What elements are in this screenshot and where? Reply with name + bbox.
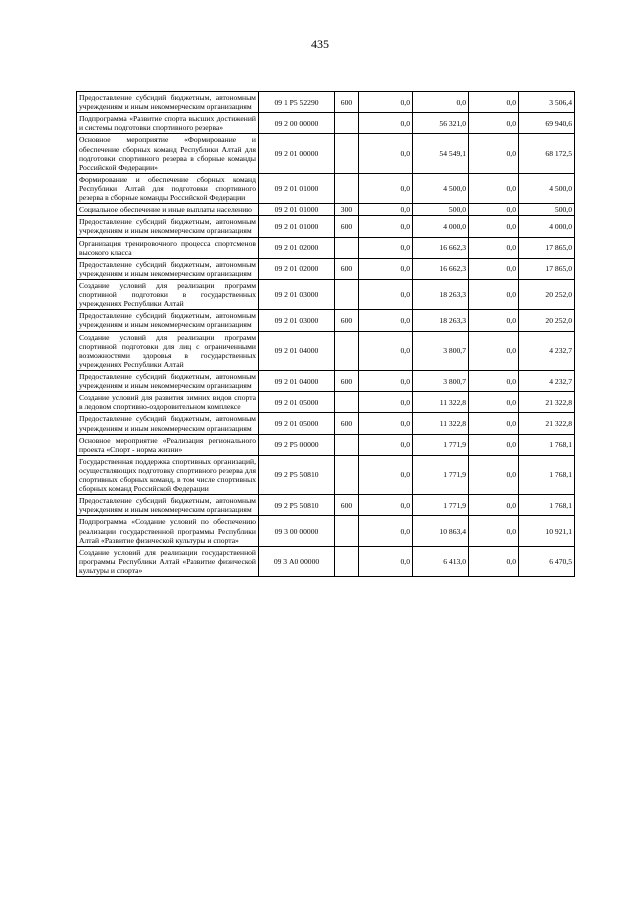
target-article-code-cell: 09 2 P5 50810 — [259, 495, 335, 516]
expense-type-cell — [335, 516, 359, 546]
amount-cell-4: 3 506,4 — [519, 92, 575, 113]
table-row — [77, 113, 575, 134]
amount-cell-4: 4 500,0 — [519, 173, 575, 203]
expense-type-cell — [335, 331, 359, 370]
amount-cell-2: 4 500,0 — [413, 173, 469, 203]
amount-cell-1: 0,0 — [359, 310, 413, 331]
amount-cell-4: 69 940,6 — [519, 113, 575, 134]
target-article-code-cell: 09 2 01 04000 — [259, 331, 335, 370]
expense-type-cell — [335, 455, 359, 494]
expense-type-cell: 600 — [335, 310, 359, 331]
expense-name-cell: Основное мероприятие «Формирование и обеспечение сборных команд Республики Алтай для подготовки спортивного резерва в сборные команды Российской Федерации» — [77, 134, 259, 173]
expense-type-cell — [335, 279, 359, 309]
target-article-code-cell: 09 2 01 01000 — [259, 204, 335, 216]
amount-cell-1: 0,0 — [359, 134, 413, 173]
table-row — [77, 92, 575, 113]
expense-name-cell: Создание условий для реализации программ спортивной подготовки для лиц с ограниченными возможностями здоровья в государственных учреждениях Республики Алтай — [77, 331, 259, 370]
table-row — [77, 516, 575, 546]
amount-cell-3: 0,0 — [469, 434, 519, 455]
expense-type-cell: 600 — [335, 216, 359, 237]
amount-cell-2: 16 662,3 — [413, 258, 469, 279]
amount-cell-1: 0,0 — [359, 331, 413, 370]
amount-cell-3: 0,0 — [469, 92, 519, 113]
expense-name-cell: Предоставление субсидий бюджетным, автономным учреждениям и иным некоммерческим организациям — [77, 495, 259, 516]
amount-cell-1: 0,0 — [359, 279, 413, 309]
expense-name-cell: Организация тренировочного процесса спортсменов высокого класса — [77, 237, 259, 258]
expense-name-cell: Предоставление субсидий бюджетным, автономным учреждениям и иным некоммерческим организациям — [77, 413, 259, 434]
table-row — [77, 413, 575, 434]
expense-type-cell — [335, 134, 359, 173]
amount-cell-1: 0,0 — [359, 113, 413, 134]
amount-cell-2: 1 771,9 — [413, 455, 469, 494]
expense-type-cell: 300 — [335, 204, 359, 216]
expense-type-cell — [335, 113, 359, 134]
target-article-code-cell: 09 2 01 01000 — [259, 216, 335, 237]
amount-cell-2: 0,0 — [413, 92, 469, 113]
table-row — [77, 310, 575, 331]
target-article-code-cell: 09 2 01 02000 — [259, 258, 335, 279]
amount-cell-3: 0,0 — [469, 546, 519, 576]
expense-name-cell: Предоставление субсидий бюджетным, автономным учреждениям и иным некоммерческим организациям — [77, 258, 259, 279]
amount-cell-3: 0,0 — [469, 516, 519, 546]
amount-cell-3: 0,0 — [469, 204, 519, 216]
expense-name-cell: Предоставление субсидий бюджетным, автономным учреждениям и иным некоммерческим организациям — [77, 370, 259, 391]
amount-cell-2: 10 863,4 — [413, 516, 469, 546]
target-article-code-cell: 09 1 P5 52290 — [259, 92, 335, 113]
amount-cell-4: 4 000,0 — [519, 216, 575, 237]
amount-cell-1: 0,0 — [359, 434, 413, 455]
amount-cell-3: 0,0 — [469, 310, 519, 331]
table-row — [77, 258, 575, 279]
target-article-code-cell: 09 2 01 03000 — [259, 279, 335, 309]
amount-cell-1: 0,0 — [359, 546, 413, 576]
amount-cell-4: 1 768,1 — [519, 434, 575, 455]
amount-cell-4: 17 865,0 — [519, 237, 575, 258]
amount-cell-4: 21 322,8 — [519, 413, 575, 434]
target-article-code-cell: 09 2 01 05000 — [259, 392, 335, 413]
target-article-code-cell: 09 2 01 01000 — [259, 173, 335, 203]
amount-cell-4: 17 865,0 — [519, 258, 575, 279]
amount-cell-1: 0,0 — [359, 258, 413, 279]
amount-cell-1: 0,0 — [359, 216, 413, 237]
amount-cell-2: 4 000,0 — [413, 216, 469, 237]
amount-cell-1: 0,0 — [359, 455, 413, 494]
table-row — [77, 546, 575, 576]
expense-name-cell: Предоставление субсидий бюджетным, автономным учреждениям и иным некоммерческим организациям — [77, 92, 259, 113]
amount-cell-3: 0,0 — [469, 113, 519, 134]
amount-cell-2: 1 771,9 — [413, 434, 469, 455]
table-row — [77, 204, 575, 216]
amount-cell-1: 0,0 — [359, 495, 413, 516]
amount-cell-1: 0,0 — [359, 392, 413, 413]
expense-name-cell: Государственная поддержка спортивных организаций, осуществляющих подготовку спортивного резерва для спортивных сборных команд, в том числе спортивных сборных команд Российской Федерации — [77, 455, 259, 494]
amount-cell-2: 16 662,3 — [413, 237, 469, 258]
amount-cell-3: 0,0 — [469, 258, 519, 279]
expense-name-cell: Основное мероприятие «Реализация регионального проекта «Спорт - норма жизни» — [77, 434, 259, 455]
amount-cell-3: 0,0 — [469, 216, 519, 237]
amount-cell-2: 11 322,8 — [413, 392, 469, 413]
amount-cell-4: 1 768,1 — [519, 455, 575, 494]
expense-type-cell: 600 — [335, 258, 359, 279]
target-article-code-cell: 09 2 P5 50810 — [259, 455, 335, 494]
amount-cell-4: 68 172,5 — [519, 134, 575, 173]
table-row — [77, 134, 575, 173]
amount-cell-4: 10 921,1 — [519, 516, 575, 546]
amount-cell-3: 0,0 — [469, 134, 519, 173]
expense-type-cell: 600 — [335, 413, 359, 434]
amount-cell-1: 0,0 — [359, 237, 413, 258]
expense-name-cell: Подпрограмма «Создание условий по обеспечению реализации государственной программы Республики Алтай «Развитие физической культуры и спорта» — [77, 516, 259, 546]
amount-cell-3: 0,0 — [469, 413, 519, 434]
expense-name-cell: Создание условий для реализации программ спортивной подготовки в государственных учреждениях Республики Алтай — [77, 279, 259, 309]
expense-name-cell: Формирование и обеспечение сборных команд Республики Алтай для подготовки спортивного резерва в сборные команды Российской Федерации — [77, 173, 259, 203]
expense-name-cell: Социальное обеспечение и иные выплаты населению — [77, 204, 259, 216]
amount-cell-1: 0,0 — [359, 413, 413, 434]
target-article-code-cell: 09 2 01 00000 — [259, 134, 335, 173]
table-row — [77, 237, 575, 258]
target-article-code-cell: 09 2 01 05000 — [259, 413, 335, 434]
table-row — [77, 495, 575, 516]
table-row — [77, 455, 575, 494]
expense-type-cell — [335, 546, 359, 576]
amount-cell-2: 3 800,7 — [413, 370, 469, 391]
amount-cell-3: 0,0 — [469, 331, 519, 370]
amount-cell-4: 4 232,7 — [519, 370, 575, 391]
amount-cell-3: 0,0 — [469, 279, 519, 309]
target-article-code-cell: 09 3 А0 00000 — [259, 546, 335, 576]
target-article-code-cell: 09 2 P5 00000 — [259, 434, 335, 455]
amount-cell-2: 11 322,8 — [413, 413, 469, 434]
target-article-code-cell: 09 2 01 02000 — [259, 237, 335, 258]
expense-type-cell — [335, 173, 359, 203]
expense-type-cell — [335, 237, 359, 258]
target-article-code-cell: 09 2 00 00000 — [259, 113, 335, 134]
amount-cell-3: 0,0 — [469, 392, 519, 413]
expense-name-cell: Предоставление субсидий бюджетным, автономным учреждениям и иным некоммерческим организациям — [77, 216, 259, 237]
amount-cell-2: 3 800,7 — [413, 331, 469, 370]
amount-cell-2: 500,0 — [413, 204, 469, 216]
amount-cell-2: 1 771,9 — [413, 495, 469, 516]
budget-table — [76, 91, 575, 577]
amount-cell-4: 21 322,8 — [519, 392, 575, 413]
amount-cell-2: 54 549,1 — [413, 134, 469, 173]
table-row — [77, 370, 575, 391]
amount-cell-4: 6 470,5 — [519, 546, 575, 576]
amount-cell-1: 0,0 — [359, 173, 413, 203]
expense-name-cell: Подпрограмма «Развитие спорта высших достижений и системы подготовки спортивного резерва» — [77, 113, 259, 134]
expense-name-cell: Создание условий для развития зимних видов спорта в ледовом спортивно-оздоровительном комплексе — [77, 392, 259, 413]
amount-cell-4: 20 252,0 — [519, 279, 575, 309]
table-row — [77, 392, 575, 413]
expense-type-cell: 600 — [335, 370, 359, 391]
amount-cell-3: 0,0 — [469, 370, 519, 391]
target-article-code-cell: 09 3 00 00000 — [259, 516, 335, 546]
amount-cell-2: 18 263,3 — [413, 279, 469, 309]
table-row — [77, 279, 575, 309]
amount-cell-3: 0,0 — [469, 455, 519, 494]
table-row — [77, 173, 575, 203]
amount-cell-4: 500,0 — [519, 204, 575, 216]
amount-cell-3: 0,0 — [469, 173, 519, 203]
amount-cell-1: 0,0 — [359, 516, 413, 546]
expense-type-cell: 600 — [335, 92, 359, 113]
table-row — [77, 331, 575, 370]
amount-cell-4: 20 252,0 — [519, 310, 575, 331]
amount-cell-2: 18 263,3 — [413, 310, 469, 331]
page-number: 435 — [311, 37, 329, 51]
amount-cell-1: 0,0 — [359, 370, 413, 391]
expense-type-cell — [335, 392, 359, 413]
expense-name-cell: Предоставление субсидий бюджетным, автономным учреждениям и иным некоммерческим организациям — [77, 310, 259, 331]
table-row — [77, 216, 575, 237]
amount-cell-2: 6 413,0 — [413, 546, 469, 576]
expense-type-cell — [335, 434, 359, 455]
target-article-code-cell: 09 2 01 03000 — [259, 310, 335, 331]
amount-cell-1: 0,0 — [359, 92, 413, 113]
table-row — [77, 434, 575, 455]
amount-cell-3: 0,0 — [469, 237, 519, 258]
amount-cell-3: 0,0 — [469, 495, 519, 516]
target-article-code-cell: 09 2 01 04000 — [259, 370, 335, 391]
amount-cell-4: 1 768,1 — [519, 495, 575, 516]
expense-name-cell: Создание условий для реализации государственной программы Республики Алтай «Развитие физической культуры и спорта» — [77, 546, 259, 576]
amount-cell-1: 0,0 — [359, 204, 413, 216]
expense-type-cell: 600 — [335, 495, 359, 516]
amount-cell-2: 56 321,0 — [413, 113, 469, 134]
amount-cell-4: 4 232,7 — [519, 331, 575, 370]
